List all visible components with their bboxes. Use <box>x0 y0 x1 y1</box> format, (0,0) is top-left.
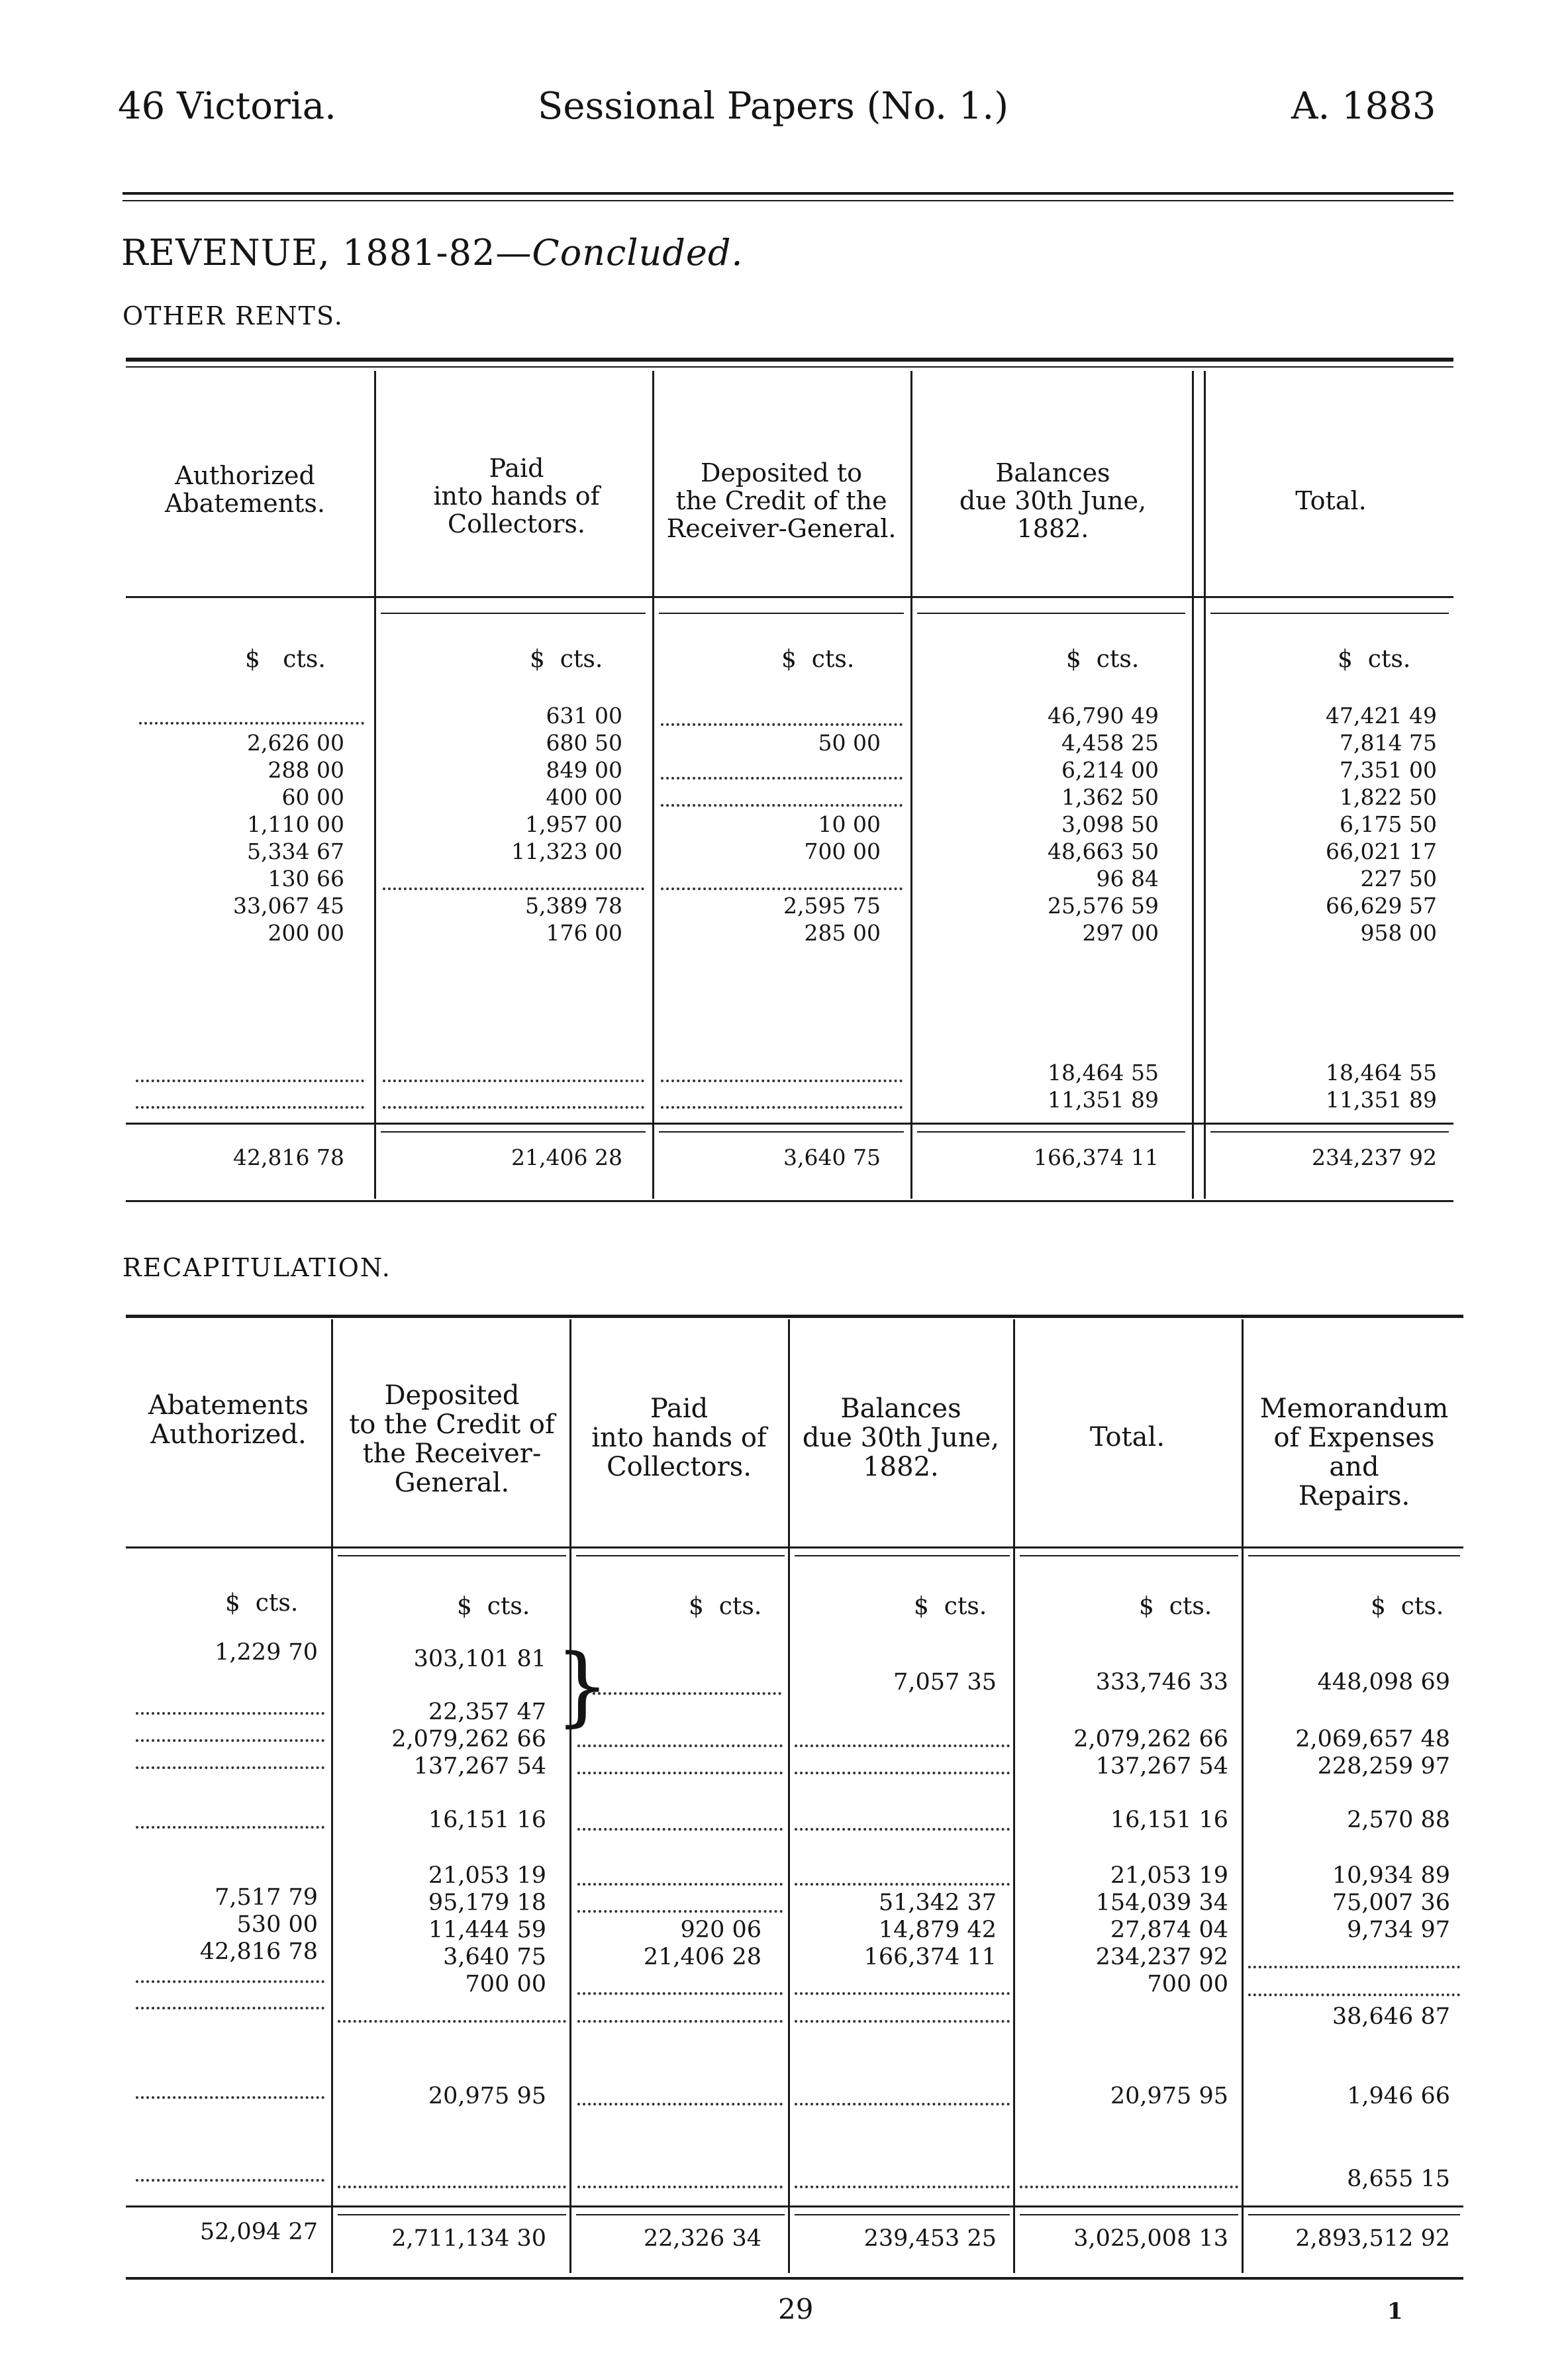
brace-icon: } <box>555 1635 610 1736</box>
sheet-mark: 1 <box>1387 2298 1403 2325</box>
leader-dots <box>795 1883 1010 1886</box>
t2-abatement-cell: 1,229 70 <box>215 1639 318 1666</box>
t1-balance-cell: 297 00 <box>1082 920 1159 946</box>
t1-balance-extra: 11,351 89 <box>1048 1087 1159 1113</box>
leader-dots <box>136 1826 324 1829</box>
table1-divider-3 <box>910 371 912 1199</box>
leader-dots <box>577 2020 783 2023</box>
leader-dots <box>593 1692 781 1695</box>
t1-unit-3 <box>781 646 854 673</box>
dollar-sign: $ <box>689 1593 704 1620</box>
t1-paid-cell: 680 50 <box>546 730 622 756</box>
t1-rule-totals-bal <box>917 1131 1185 1133</box>
t1-abatement-cell: 1,110 00 <box>247 811 344 837</box>
t2-deposited-cell: 137,267 54 <box>413 1753 546 1780</box>
leader-dots <box>795 1745 1010 1747</box>
t2-unit-2 <box>457 1593 530 1620</box>
leader-dots <box>136 1766 324 1769</box>
cts-label: cts. <box>487 1593 530 1620</box>
table1-top-rule <box>126 358 1453 362</box>
t1-paid-cell: 1,957 00 <box>525 811 622 837</box>
table2-top-rule <box>126 1315 1463 1318</box>
t2-balance-cell: 14,879 42 <box>878 1917 997 1943</box>
leader-dots <box>383 1106 644 1109</box>
t2-unit-3 <box>689 1593 761 1620</box>
table1-divider-1 <box>374 371 376 1199</box>
table1-top-rule-thin <box>126 366 1453 368</box>
t2-deposited-cell: 700 00 <box>465 1971 546 1998</box>
header-right: A. 1883 <box>1291 85 1436 128</box>
leader-dots <box>338 2020 566 2023</box>
t2-unit-4 <box>914 1593 987 1620</box>
t2-deposited-cell: 21,053 19 <box>428 1862 546 1889</box>
dollar-sign: $ <box>1371 1593 1386 1620</box>
t2-memo-cell: 8,655 15 <box>1347 2166 1450 2192</box>
table1-divider-4b <box>1204 371 1206 1199</box>
t1-rule-totals-paid <box>381 1131 646 1133</box>
cts-label: cts. <box>1169 1593 1212 1620</box>
t2-paid-cell: 21,406 28 <box>643 1944 761 1970</box>
leader-dots <box>136 1739 324 1742</box>
t1-col-paid-label: Paid into hands of Collectors. <box>433 454 600 538</box>
t2-memo-cell: 10,934 89 <box>1332 1862 1450 1889</box>
t2-total-cell: 154,039 34 <box>1095 1890 1228 1916</box>
leader-dots <box>383 1080 644 1082</box>
dollar-sign: $ <box>914 1593 929 1620</box>
leader-dots <box>795 1828 1010 1831</box>
t1-total-cell: 66,629 57 <box>1326 893 1437 919</box>
section1-title-italic: Concluded. <box>532 232 744 274</box>
t2-col-balances-label: Balances due 30th June, 1882. <box>802 1393 1000 1482</box>
table2-header-rule <box>126 1546 1463 1548</box>
t2-memo-cell: 228,259 97 <box>1317 1753 1450 1780</box>
leader-dots <box>383 887 644 890</box>
t2-memo-cell: 38,646 87 <box>1332 2003 1450 2030</box>
leader-dots <box>577 1745 783 1747</box>
t2-total-cell: 27,874 04 <box>1110 1917 1228 1943</box>
table2-bottom-rule <box>126 2277 1463 2280</box>
t1-total-extra: 11,351 89 <box>1326 1087 1437 1113</box>
t2-unit-1 <box>225 1590 298 1617</box>
leader-dots <box>139 722 364 725</box>
t2-total-cell: 21,053 19 <box>1110 1862 1228 1889</box>
leader-dots <box>661 723 903 726</box>
t2-balance-cell: 166,374 11 <box>863 1944 997 1970</box>
t1-balance-cell: 4,458 25 <box>1061 730 1159 756</box>
t1-deposited-cell: 50 00 <box>818 730 881 756</box>
t1-total-cell: 7,351 00 <box>1340 757 1437 783</box>
t2-memo-cell: 2,570 88 <box>1347 1807 1450 1833</box>
t1-abatement-cell: 130 66 <box>268 866 344 891</box>
t2-memo-cell: 1,946 66 <box>1347 2083 1450 2109</box>
t1-col-total-label: Total. <box>1295 486 1367 515</box>
t2-unit-6 <box>1371 1593 1444 1620</box>
t1-paid-cell: 11,323 00 <box>511 838 622 864</box>
t1-col-total <box>1212 487 1450 515</box>
cts-label: cts. <box>1400 1593 1444 1620</box>
t1-balance-cell: 3,098 50 <box>1061 811 1159 837</box>
leader-dots <box>577 1883 783 1886</box>
t2-deposited-cell: 16,151 16 <box>428 1807 546 1833</box>
dollar-sign: $ <box>245 646 260 673</box>
t1-paid-cell: 849 00 <box>546 757 622 783</box>
t1-abatement-cell: 288 00 <box>268 757 344 783</box>
t2-total-paid: 22,326 34 <box>643 2225 761 2252</box>
leader-dots <box>577 1828 783 1831</box>
t1-col-abatements-label: Authorized Abatements. <box>164 461 326 518</box>
t2-rule-dep <box>338 1555 566 1556</box>
t2-total-balances: 239,453 25 <box>863 2225 997 2252</box>
table2-divider-2 <box>569 1319 571 2273</box>
t2-rule-memo <box>1248 1555 1460 1556</box>
t1-deposited-cell: 700 00 <box>804 838 881 864</box>
leader-dots <box>136 1106 364 1109</box>
t2-rule-totals-dep <box>338 2214 566 2215</box>
table1-bottom-rule <box>126 1200 1453 1202</box>
t2-total-cell: 16,151 16 <box>1110 1807 1228 1833</box>
t2-col-memo-label: Memorandum of Expenses and Repairs. <box>1259 1393 1449 1511</box>
t1-balance-extra: 18,464 55 <box>1048 1060 1159 1086</box>
leader-dots <box>136 1080 364 1082</box>
t2-rule-totals-paid <box>576 2214 785 2215</box>
leader-dots <box>795 1992 1010 1995</box>
header-center: Sessional Papers (No. 1.) <box>538 85 1009 128</box>
cts-label: cts. <box>560 646 603 673</box>
cts-label: cts. <box>811 646 855 673</box>
t1-total-cell: 7,814 75 <box>1340 730 1437 756</box>
table2-divider-3 <box>788 1319 790 2273</box>
table2-divider-1 <box>331 1319 333 2273</box>
table2-divider-5 <box>1242 1319 1244 2273</box>
t2-total-cell: 20,975 95 <box>1110 2083 1228 2109</box>
t2-col-deposited-label: Deposited to the Credit of the Receiver- General. <box>349 1380 555 1498</box>
leader-dots <box>577 1910 783 1913</box>
t2-deposited-cell: 11,444 59 <box>428 1917 546 1943</box>
t2-col-abatements <box>132 1391 324 1449</box>
t2-col-paid-label: Paid into hands of Collectors. <box>591 1393 767 1482</box>
table1-divider-4 <box>1192 371 1194 1199</box>
section1-title <box>121 232 744 274</box>
t1-paid-cell: 400 00 <box>546 784 622 810</box>
dollar-sign: $ <box>530 646 545 673</box>
t1-paid-cell: 5,389 78 <box>525 893 622 919</box>
leader-dots <box>661 1080 903 1082</box>
table1-divider-2 <box>652 371 654 1199</box>
t2-balance-cell: 51,342 37 <box>878 1890 997 1916</box>
t1-total-deposited: 3,640 75 <box>783 1144 881 1170</box>
t1-rule-bal <box>917 613 1185 614</box>
table1-totals-rule <box>126 1123 1453 1125</box>
t1-col-abatements <box>132 462 358 517</box>
t2-deposited-cell: 22,357 47 <box>428 1699 546 1725</box>
leader-dots <box>1248 1966 1460 1968</box>
t2-total-cell: 2,079,262 66 <box>1073 1726 1228 1752</box>
t2-col-memo <box>1248 1394 1460 1511</box>
t2-unit-5 <box>1139 1593 1212 1620</box>
t2-rule-totals-bal <box>795 2214 1010 2215</box>
section1-subtitle: OTHER RENTS. <box>122 301 344 330</box>
leader-dots <box>577 2186 783 2188</box>
table1-header-rule <box>126 596 1453 598</box>
t2-rule-bal <box>795 1555 1010 1556</box>
t1-rule-dep <box>659 613 904 614</box>
t1-total-cell: 1,822 50 <box>1340 784 1437 810</box>
t2-col-abatements-label: Abatements Authorized. <box>148 1390 309 1450</box>
t1-total-paid: 21,406 28 <box>511 1144 622 1170</box>
t2-paid-cell: 920 06 <box>680 1917 761 1943</box>
t1-deposited-cell: 10 00 <box>818 811 881 837</box>
leader-dots <box>136 2179 324 2182</box>
t1-abatement-cell: 2,626 00 <box>247 730 344 756</box>
leader-dots <box>136 1712 324 1715</box>
t2-deposited-cell: 2,079,262 66 <box>391 1726 546 1752</box>
t1-balance-cell: 25,576 59 <box>1048 893 1159 919</box>
t2-memo-cell: 9,734 97 <box>1347 1917 1450 1943</box>
leader-dots <box>577 1992 783 1995</box>
t2-total-memo: 2,893,512 92 <box>1295 2225 1450 2252</box>
t1-total-cell: 47,421 49 <box>1326 703 1437 729</box>
leader-dots <box>1020 2186 1238 2188</box>
t2-rule-tot <box>1020 1555 1238 1556</box>
t1-total-balances: 166,374 11 <box>1034 1144 1159 1170</box>
leader-dots <box>795 2186 1010 2188</box>
t1-total-cell: 66,021 17 <box>1326 838 1437 864</box>
t1-total-abatements: 42,816 78 <box>233 1144 344 1170</box>
leader-dots <box>661 887 903 890</box>
section2-title: RECAPITULATION. <box>122 1253 391 1282</box>
t1-paid-cell: 631 00 <box>546 703 622 729</box>
t2-col-deposited <box>338 1381 566 1497</box>
t2-memo-cell: 75,007 36 <box>1332 1890 1450 1916</box>
leader-dots <box>577 2103 783 2105</box>
dollar-sign: $ <box>225 1590 240 1617</box>
t2-col-total <box>1020 1423 1235 1452</box>
t2-col-balances <box>793 1394 1008 1482</box>
t1-balance-cell: 96 84 <box>1096 866 1159 891</box>
t1-unit-1 <box>245 646 326 673</box>
cts-label: cts. <box>283 646 326 673</box>
dollar-sign: $ <box>1139 1593 1154 1620</box>
t2-abatement-cell: 7,517 79 <box>215 1884 318 1911</box>
t1-abatement-cell: 33,067 45 <box>233 893 344 919</box>
leader-dots <box>577 1772 783 1774</box>
t1-rule-paid <box>381 613 646 614</box>
t1-deposited-cell: 285 00 <box>804 920 881 946</box>
t1-balance-cell: 1,362 50 <box>1061 784 1159 810</box>
t1-rule-tot <box>1210 613 1449 614</box>
t2-total-cell: 137,267 54 <box>1095 1753 1228 1780</box>
cts-label: cts. <box>1096 646 1140 673</box>
leader-dots <box>795 2103 1010 2105</box>
t2-abatement-cell: 42,816 78 <box>199 1939 318 1965</box>
t1-abatement-cell: 200 00 <box>268 920 344 946</box>
t1-balance-cell: 6,214 00 <box>1061 757 1159 783</box>
t1-col-deposited <box>659 459 904 542</box>
t2-deposited-cell: 3,640 75 <box>443 1944 546 1970</box>
leader-dots <box>1248 1994 1460 1996</box>
leader-dots <box>338 2186 566 2188</box>
leader-dots <box>136 2007 324 2009</box>
t1-total-cell: 227 50 <box>1360 866 1437 891</box>
cts-label: cts. <box>255 1590 299 1617</box>
t2-total-total: 3,025,008 13 <box>1073 2225 1228 2252</box>
t2-abatement-cell: 530 00 <box>236 1911 318 1938</box>
t1-rule-totals-tot <box>1210 1131 1449 1133</box>
t2-memo-cell: 2,069,657 48 <box>1295 1726 1450 1752</box>
t1-total-extra: 18,464 55 <box>1326 1060 1437 1086</box>
t2-total-cell: 333,746 33 <box>1095 1669 1228 1696</box>
dollar-sign: $ <box>1338 646 1353 673</box>
t2-total-abatements: 52,094 27 <box>199 2219 318 2245</box>
t1-unit-4 <box>1066 646 1139 673</box>
t1-col-balances <box>920 459 1185 542</box>
t1-col-balances-label: Balances due 30th June, 1882. <box>959 458 1147 543</box>
t1-total-cell: 6,175 50 <box>1340 811 1437 837</box>
t2-col-total-label: Total. <box>1089 1422 1165 1452</box>
cts-label: cts. <box>718 1593 762 1620</box>
t2-total-cell: 700 00 <box>1147 1971 1228 1998</box>
t1-deposited-cell: 2,595 75 <box>783 893 881 919</box>
t2-total-cell: 234,237 92 <box>1095 1944 1228 1970</box>
dollar-sign: $ <box>457 1593 472 1620</box>
t1-total-cell: 958 00 <box>1360 920 1437 946</box>
t1-abatement-cell: 5,334 67 <box>247 838 344 864</box>
leader-dots <box>661 777 903 780</box>
cts-label: cts. <box>944 1593 987 1620</box>
t1-paid-cell: 176 00 <box>546 920 622 946</box>
t2-col-paid <box>575 1394 783 1482</box>
leader-dots <box>136 1980 324 1983</box>
header-left: 46 Victoria. <box>118 85 336 128</box>
table2-divider-4 <box>1013 1319 1015 2273</box>
t1-unit-2 <box>530 646 603 673</box>
t1-balance-cell: 46,790 49 <box>1048 703 1159 729</box>
t2-deposited-cell: 95,179 18 <box>428 1890 546 1916</box>
section1-title-main: REVENUE, 1881-82— <box>121 232 532 274</box>
t2-memo-cell: 448,098 69 <box>1317 1669 1450 1696</box>
dollar-sign: $ <box>1066 646 1081 673</box>
t2-rule-totals-tot <box>1020 2214 1238 2215</box>
t1-total-total: 234,237 92 <box>1312 1144 1437 1170</box>
t1-unit-5 <box>1338 646 1410 673</box>
cts-label: cts. <box>1367 646 1411 673</box>
leader-dots <box>661 1106 903 1109</box>
header-rule-thin <box>122 200 1453 201</box>
t2-deposited-cell: 20,975 95 <box>428 2083 546 2109</box>
t1-abatement-cell: 60 00 <box>281 784 344 810</box>
dollar-sign: $ <box>781 646 797 673</box>
t2-total-deposited: 2,711,134 30 <box>391 2225 546 2252</box>
t2-balance-cell: 7,057 35 <box>893 1669 997 1696</box>
table2-totals-rule <box>126 2205 1463 2207</box>
page-number: 29 <box>778 2293 814 2325</box>
header-rule <box>122 192 1453 195</box>
t1-col-deposited-label: Deposited to the Credit of the Receiver-General. <box>666 458 897 543</box>
t1-balance-cell: 48,663 50 <box>1048 838 1159 864</box>
t2-rule-totals-memo <box>1248 2214 1460 2215</box>
t1-rule-totals-dep <box>659 1131 904 1133</box>
leader-dots <box>661 804 903 807</box>
leader-dots <box>795 2020 1010 2023</box>
leader-dots <box>795 1772 1010 1774</box>
t2-deposited-cell: 303,101 81 <box>413 1646 546 1672</box>
t1-col-paid <box>387 454 646 538</box>
t2-rule-paid <box>576 1555 785 1556</box>
leader-dots <box>136 2096 324 2099</box>
